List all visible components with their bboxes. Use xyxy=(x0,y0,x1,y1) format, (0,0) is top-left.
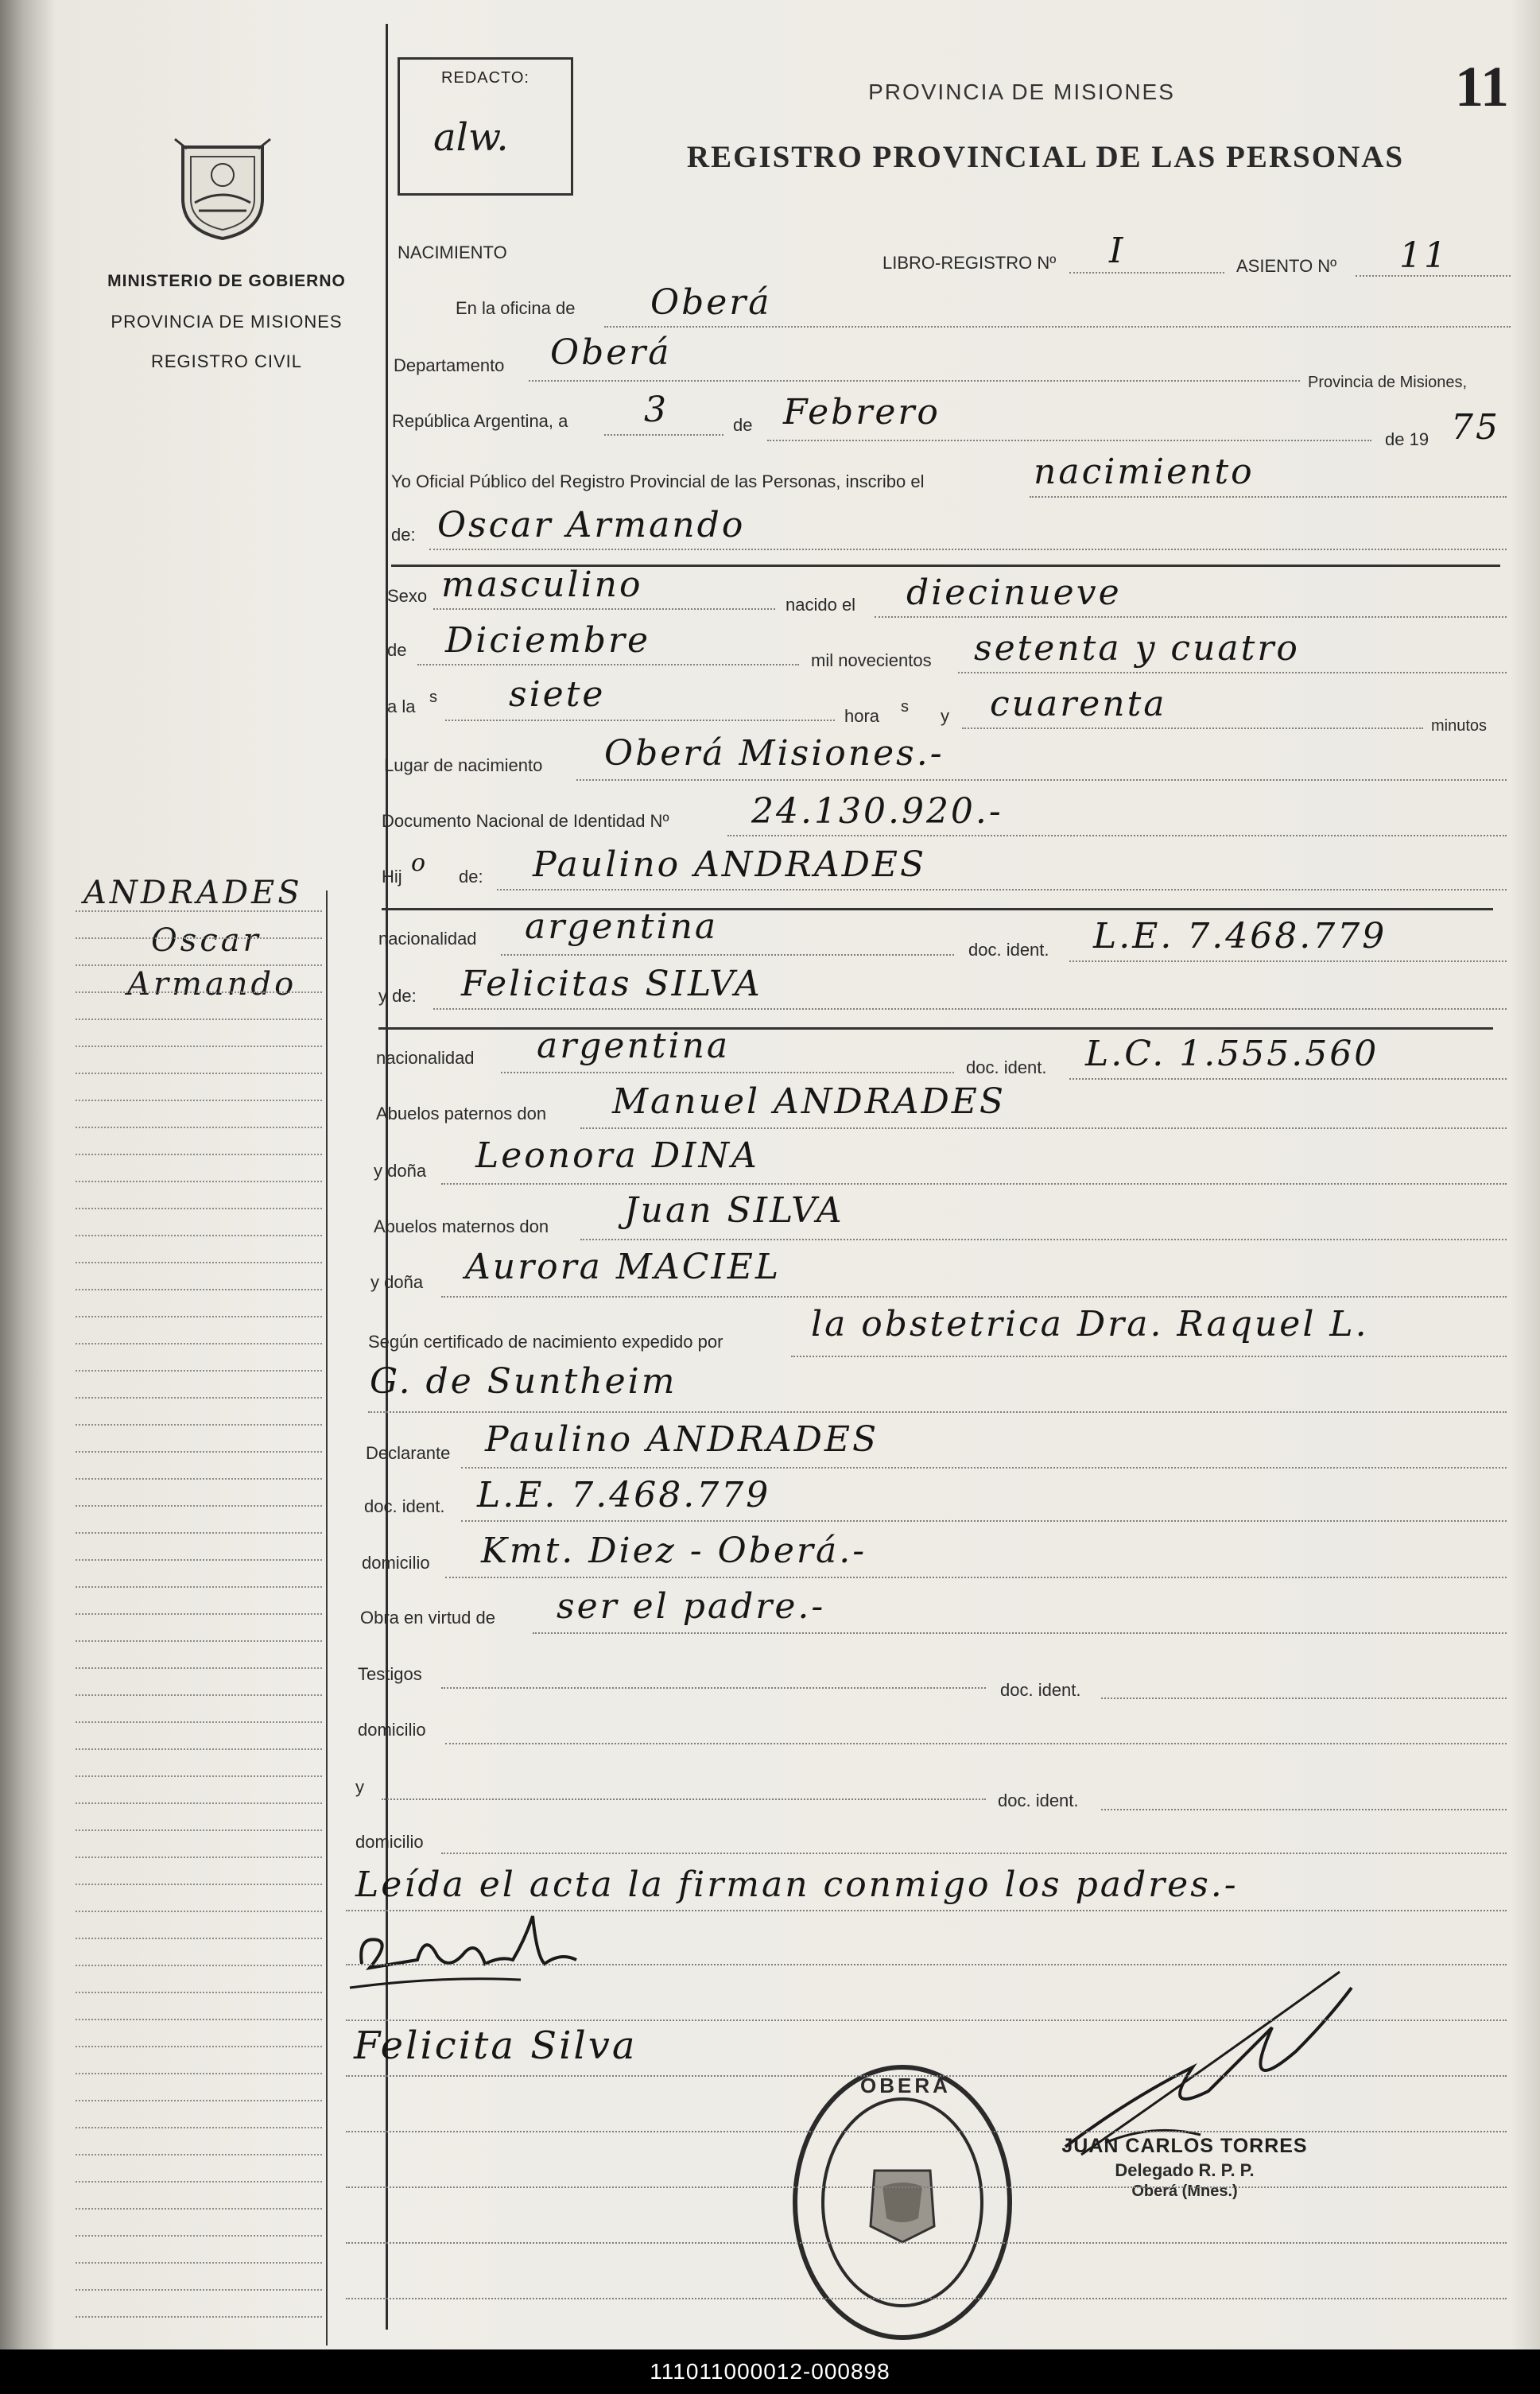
mil-novecientos-label: mil novecientos xyxy=(811,650,932,670)
anio-nac-dots xyxy=(958,672,1507,673)
declarante-doc-label: doc. ident. xyxy=(364,1496,445,1516)
minutos-value: cuarenta xyxy=(990,684,1167,724)
domicilio-value: Kmt. Diez - Oberá.- xyxy=(481,1531,867,1571)
hijo-de-label: de: xyxy=(459,867,483,887)
delegate-place: Oberá (Mnes.) xyxy=(1131,2183,1238,2200)
margin-rule-line xyxy=(76,1235,322,1236)
margin-rule-line xyxy=(76,2046,322,2047)
month-value: Febrero xyxy=(783,392,941,433)
margin-rule-line xyxy=(76,1775,322,1777)
minutos-label: minutos xyxy=(1431,717,1488,735)
ab-mat-dona-dots xyxy=(441,1296,1507,1298)
child-name-value: Oscar Armando xyxy=(437,505,746,545)
testigos-dom-label: domicilio xyxy=(358,1720,426,1740)
sexo-dots xyxy=(433,608,775,610)
closing-statement: Leída el acta la firman conmigo los padres.- xyxy=(355,1864,1239,1905)
lower-rule-line xyxy=(346,1910,1507,1911)
ab-pat-dona-dots xyxy=(441,1183,1507,1185)
margin-rule-line xyxy=(76,2289,322,2291)
testigos-dom-dots-2 xyxy=(441,1853,1507,1854)
provincia-suffix: Provincia de Misiones, xyxy=(1308,374,1468,391)
ab-pat-dona-label: y doña xyxy=(374,1161,427,1181)
sexo-label: Sexo xyxy=(387,586,428,606)
lower-rule-line xyxy=(346,1964,1507,1965)
asiento-value: 11 xyxy=(1399,235,1449,276)
madre-nac-label: nacionalidad xyxy=(376,1048,475,1068)
republica-label: República Argentina, a xyxy=(392,411,568,431)
margin-note-surname: ANDRADES xyxy=(83,875,303,911)
ab-pat-dots xyxy=(580,1127,1507,1129)
ministry-heading: MINISTERIO DE GOBIERNO xyxy=(107,272,346,290)
libro-value: I xyxy=(1109,231,1126,271)
padre-dots xyxy=(497,889,1507,890)
margin-rule-line xyxy=(76,2154,322,2155)
margin-rule-line xyxy=(76,1667,322,1669)
cert-dots xyxy=(791,1356,1507,1357)
month-dots xyxy=(767,440,1371,441)
testigos-doc-label-2: doc. ident. xyxy=(998,1791,1079,1810)
margin-rule-line xyxy=(76,2235,322,2237)
margin-rule-line xyxy=(76,1100,322,1101)
seal-top-text: OBERA xyxy=(860,2074,951,2097)
delegate-title: Delegado R. P. P. xyxy=(1115,2160,1255,2180)
mes-nac-value: Diciembre xyxy=(445,620,651,661)
testigos-y-dots xyxy=(382,1798,986,1800)
madre-doc-value: L.C. 1.555.560 xyxy=(1085,1034,1379,1074)
mes-nac-dots xyxy=(417,664,799,665)
margin-rule-line xyxy=(76,910,322,912)
margin-rule-line xyxy=(76,1127,322,1128)
margin-rule-line xyxy=(76,1343,322,1344)
margin-rule-line xyxy=(76,1829,322,1831)
margin-rule-line xyxy=(76,1478,322,1480)
day-value: 3 xyxy=(644,390,669,430)
crest-icon xyxy=(171,131,274,243)
testigos-label: Testigos xyxy=(358,1664,422,1684)
cert-value-1: la obstetrica Dra. Raquel L. xyxy=(811,1304,1369,1344)
cert-value-2: G. de Suntheim xyxy=(370,1361,677,1402)
margin-rule-line xyxy=(76,1208,322,1209)
a-la-suffix: s xyxy=(429,689,437,706)
name-dots xyxy=(429,549,1507,550)
libro-dots xyxy=(1069,272,1224,274)
dni-dots xyxy=(727,835,1507,836)
hora-value: siete xyxy=(509,674,606,715)
testigos-doc-dots xyxy=(1101,1698,1507,1699)
de-label: de xyxy=(733,415,753,435)
margin-rule-line xyxy=(76,2127,322,2128)
margin-rule-line xyxy=(76,2019,322,2020)
padre-nac-label: nacionalidad xyxy=(378,929,477,949)
declarante-label: Declarante xyxy=(366,1443,451,1463)
padre-doc-label: doc. ident. xyxy=(968,940,1049,960)
cert-label: Según certificado de nacimiento expedido por xyxy=(368,1332,723,1352)
margin-note-name1: Oscar xyxy=(151,922,262,959)
lower-rule-line xyxy=(346,2131,1507,2132)
margin-rule-line xyxy=(76,937,322,939)
hora-label: hora xyxy=(844,706,880,726)
margin-rule-line xyxy=(76,2073,322,2074)
oficial-dots xyxy=(1030,496,1507,498)
redacto-box xyxy=(398,57,573,196)
margin-rule-line xyxy=(76,2100,322,2101)
testigos-doc-dots-2 xyxy=(1101,1809,1507,1810)
oficina-value: Oberá xyxy=(650,282,772,323)
margin-rule-line xyxy=(76,2316,322,2318)
declarante-dots xyxy=(461,1467,1507,1469)
margin-rule-line xyxy=(76,1884,322,1885)
margin-rule-line xyxy=(76,1694,322,1696)
province-title: PROVINCIA DE MISIONES xyxy=(868,80,1175,104)
testigos-dom-dots xyxy=(445,1743,1507,1744)
margin-rule-line xyxy=(76,1965,322,1966)
margin-rule-line xyxy=(76,1019,322,1020)
ab-mat-don-value: Juan SILVA xyxy=(624,1190,844,1231)
ab-pat-don-value: Manuel ANDRADES xyxy=(612,1081,1007,1122)
page-number: 11 xyxy=(1455,55,1510,118)
lugar-label: Lugar de nacimiento xyxy=(384,755,543,775)
oficina-dots xyxy=(604,326,1511,328)
margin-rule-line xyxy=(76,1748,322,1750)
ab-pat-label: Abuelos paternos don xyxy=(376,1104,547,1123)
a-la-label: a la xyxy=(387,696,416,716)
lower-rule-line xyxy=(346,2186,1507,2188)
anio-nac-value: setenta y cuatro xyxy=(974,628,1300,669)
margin-line xyxy=(326,890,328,2345)
margin-rule-line xyxy=(76,1613,322,1615)
hijo-suffix: o xyxy=(411,849,429,877)
margin-rule-line xyxy=(76,1586,322,1588)
hijo-label: Hij xyxy=(382,867,402,887)
obra-value: ser el padre.- xyxy=(557,1586,826,1627)
lugar-dots xyxy=(576,779,1507,781)
nacido-label: nacido el xyxy=(786,595,856,615)
madre-doc-label: doc. ident. xyxy=(966,1057,1047,1077)
lugar-value: Oberá Misiones.- xyxy=(604,733,945,774)
declarante-doc-value: L.E. 7.468.779 xyxy=(477,1475,771,1515)
madre-dots xyxy=(433,1008,1507,1010)
padre-doc-value: L.E. 7.468.779 xyxy=(1093,916,1387,956)
de-name-label: de: xyxy=(391,525,416,545)
margin-rule-line xyxy=(76,1046,322,1047)
margin-rule-line xyxy=(76,1289,322,1290)
signature-father xyxy=(346,1908,616,2004)
sexo-value: masculino xyxy=(441,565,643,605)
oficial-label: Yo Oficial Público del Registro Provincial de las Personas, inscribo el xyxy=(391,471,925,491)
hora-suffix: s xyxy=(901,698,909,716)
margin-rule-line xyxy=(76,1559,322,1561)
cert-dots-2 xyxy=(368,1411,1507,1413)
margin-rule-line xyxy=(76,1154,322,1155)
margin-rule-line xyxy=(76,1262,322,1263)
lower-rule-line xyxy=(346,2020,1507,2021)
declarante-doc-dots xyxy=(461,1520,1507,1522)
oficina-label: En la oficina de xyxy=(456,298,576,318)
asiento-label: ASIENTO Nº xyxy=(1236,256,1337,276)
margin-rule-line xyxy=(76,1370,322,1372)
margin-rule-line xyxy=(76,2208,322,2210)
margin-rule-line xyxy=(76,2262,322,2264)
depto-label: Departamento xyxy=(394,355,505,375)
margin-rule-line xyxy=(76,1316,322,1317)
ab-mat-dona-value: Aurora MACIEL xyxy=(465,1247,782,1287)
testigos-dots xyxy=(441,1687,986,1689)
testigos-doc-label: doc. ident. xyxy=(1000,1680,1081,1700)
dni-label: Documento Nacional de Identidad Nº xyxy=(382,811,669,831)
padre-nac-dots xyxy=(501,954,954,956)
margin-rule-line xyxy=(76,1721,322,1723)
year-value: 75 xyxy=(1451,407,1500,448)
lower-rule-line xyxy=(346,2242,1507,2244)
madre-nac-value: argentina xyxy=(537,1026,731,1066)
margin-rule-line xyxy=(76,1424,322,1426)
margin-note-name2: Armando xyxy=(127,966,297,1003)
dni-value: 24.130.920.- xyxy=(751,791,1003,832)
madre-nac-dots xyxy=(501,1072,954,1073)
delegate-name: JUAN CARLOS TORRES xyxy=(1061,2135,1308,2157)
margin-rule-line xyxy=(76,1181,322,1182)
madre-doc-dots xyxy=(1069,1078,1507,1080)
madre-value: Felicitas SILVA xyxy=(461,964,762,1004)
redacto-initials: alw. xyxy=(433,115,509,160)
ab-mat-dona-label: y doña xyxy=(370,1272,424,1292)
padre-nac-value: argentina xyxy=(525,906,719,947)
margin-rule-line xyxy=(76,1073,322,1074)
obra-label: Obra en virtud de xyxy=(360,1608,495,1628)
y-label: y xyxy=(941,706,949,726)
margin-rule-line xyxy=(76,1992,322,1993)
oficial-value: nacimiento xyxy=(1034,452,1255,492)
margin-rule-line xyxy=(76,2181,322,2183)
nacido-dots xyxy=(875,616,1507,618)
libro-label: LIBRO-REGISTRO Nº xyxy=(882,253,1057,273)
minutos-dots xyxy=(962,728,1423,729)
margin-rule-line xyxy=(76,1505,322,1507)
lower-rule-line xyxy=(346,2298,1507,2299)
registry-title: REGISTRO PROVINCIAL DE LAS PERSONAS xyxy=(686,140,1405,174)
obra-dots xyxy=(533,1632,1507,1634)
redacto-label: REDACTO: xyxy=(441,69,529,87)
margin-rule-line xyxy=(76,1532,322,1534)
padre-doc-dots xyxy=(1069,960,1507,962)
margin-rule-line xyxy=(76,1451,322,1453)
y-de-label: y de: xyxy=(378,986,417,1006)
margin-rule-line xyxy=(76,1938,322,1939)
declarante-value: Paulino ANDRADES xyxy=(485,1419,879,1460)
domicilio-label: domicilio xyxy=(362,1553,430,1573)
ab-pat-dona-value: Leonora DINA xyxy=(475,1135,759,1176)
domicilio-dots xyxy=(445,1577,1507,1578)
margin-rule-line xyxy=(76,1640,322,1642)
margin-rule-line xyxy=(76,1397,322,1399)
margin-rule-line xyxy=(76,1802,322,1804)
depto-dots xyxy=(529,380,1300,382)
padre-value: Paulino ANDRADES xyxy=(533,844,927,885)
nacimiento-label: NACIMIENTO xyxy=(398,243,507,262)
province-heading: PROVINCIA DE MISIONES xyxy=(111,312,343,332)
signature-mother: Felicita Silva xyxy=(354,2023,638,2068)
ab-mat-dots xyxy=(580,1239,1507,1240)
margin-rule-line xyxy=(76,964,322,966)
registry-heading: REGISTRO CIVIL xyxy=(150,351,303,371)
binding-edge xyxy=(0,0,56,2349)
official-seal xyxy=(783,2059,1022,2345)
ab-mat-label: Abuelos maternos don xyxy=(374,1216,549,1236)
margin-rule-line xyxy=(76,1857,322,1858)
lower-rule-line xyxy=(346,2075,1507,2077)
testigos-y-label: y xyxy=(355,1777,364,1797)
year-label: de 19 xyxy=(1385,429,1429,449)
footer-code: 111011000012-000898 xyxy=(0,2349,1540,2394)
de-mes-label: de xyxy=(387,640,407,660)
depto-value: Oberá xyxy=(550,332,672,373)
testigos-dom-label-2: domicilio xyxy=(355,1832,424,1852)
hora-dots xyxy=(445,720,835,721)
margin-rule-line xyxy=(76,1911,322,1912)
nacido-value: diecinueve xyxy=(906,572,1122,613)
margin-rule-line xyxy=(76,991,322,993)
day-dots xyxy=(604,434,723,436)
